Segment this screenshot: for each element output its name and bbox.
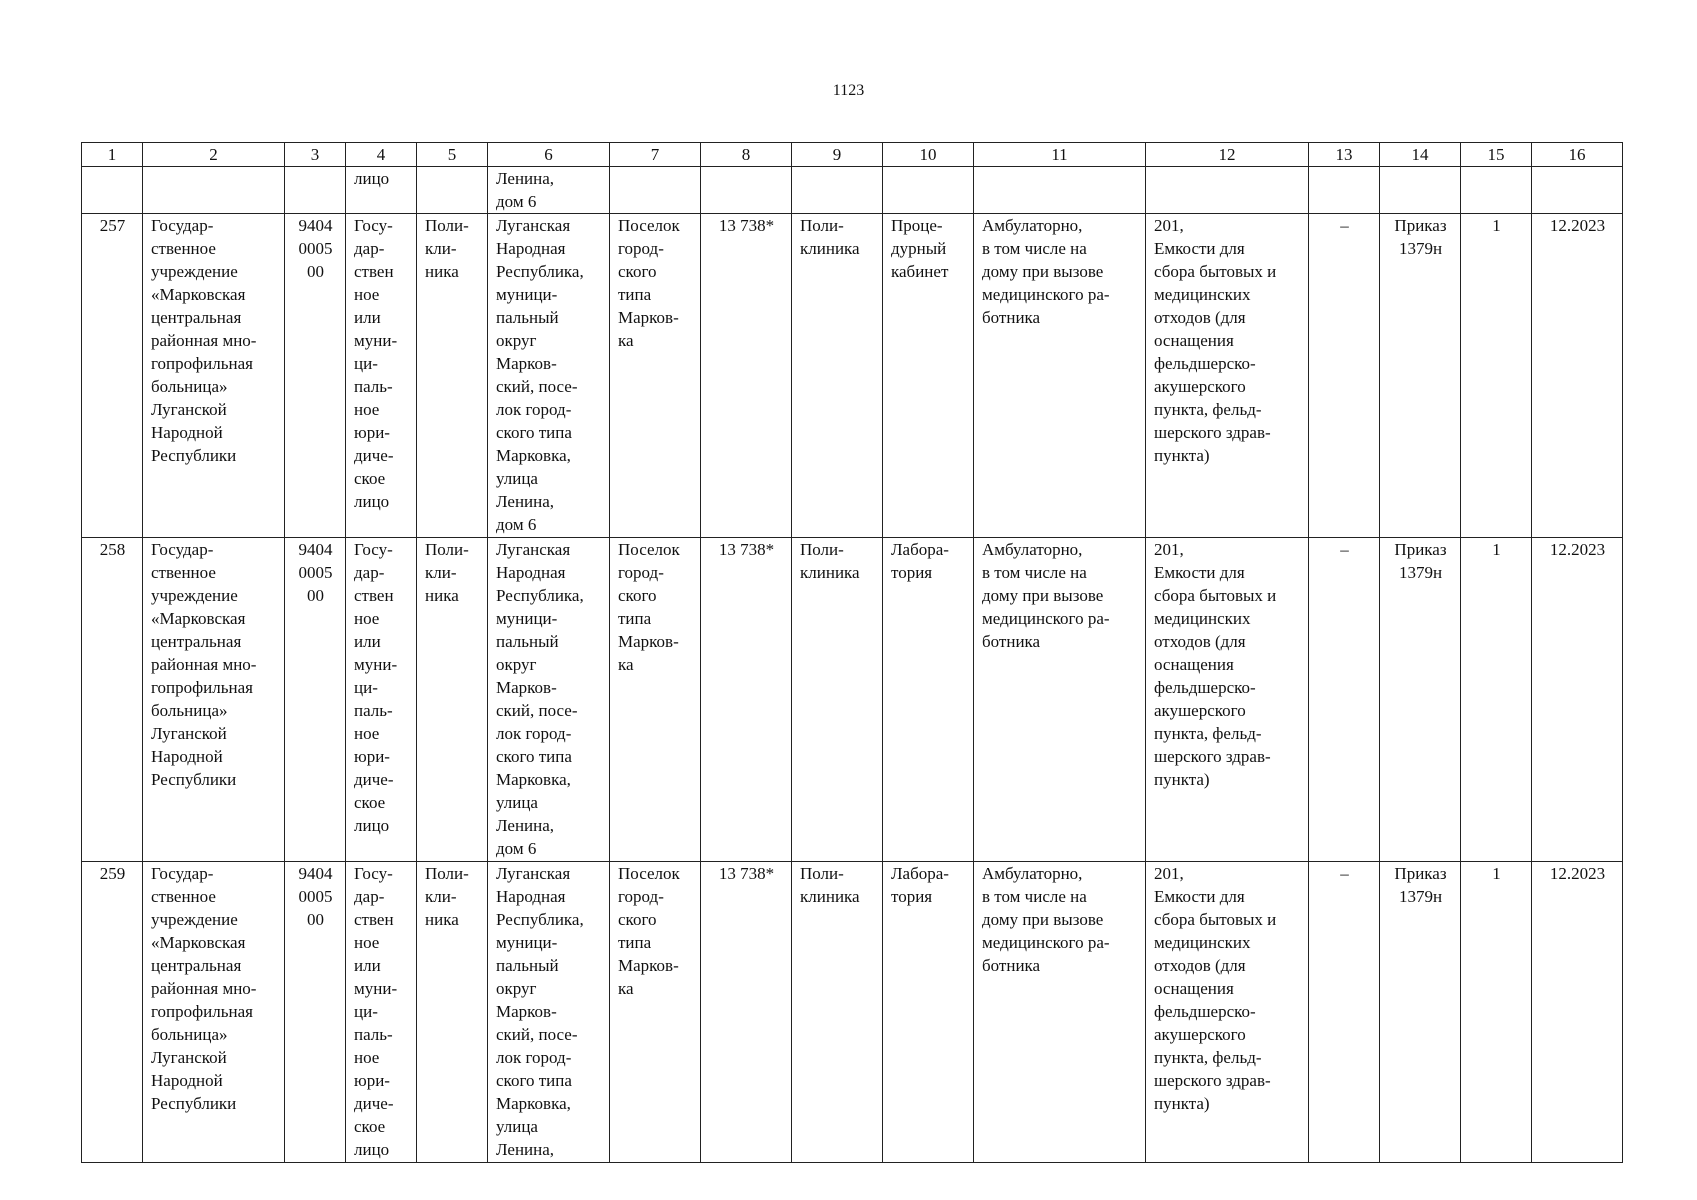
settlement: Поселок город- ского типа Марков- ка (610, 214, 701, 538)
column-number: 6 (488, 143, 610, 167)
room: Лабора- тория (883, 862, 974, 1163)
column-number: 13 (1309, 143, 1380, 167)
equipment: 201, Емкости для сбора бытовых и медицинских отходов (для оснащения фельдшерско- акушерского пункта, фельд- шерского здрав- пункта) (1146, 862, 1309, 1163)
facility-type: Поли- кли- ника (417, 862, 488, 1163)
quantity: 1 (1461, 862, 1532, 1163)
row-number: 257 (82, 214, 143, 538)
row-number: 258 (82, 538, 143, 862)
column-number: 16 (1532, 143, 1623, 167)
table-cell (285, 167, 346, 214)
table-cell (417, 167, 488, 214)
table-row (82, 538, 1623, 862)
organization-code: 9404 0005 00 (285, 214, 346, 538)
organization-code: 9404 0005 00 (285, 538, 346, 862)
table-cell (610, 167, 701, 214)
column-number: 15 (1461, 143, 1532, 167)
organization-name: Государ- ственное учреждение «Марковская центральная районная мно- гопрофильная больница» Луганской Народной Республики (143, 862, 285, 1163)
table-cell (792, 167, 883, 214)
care-conditions: Амбулаторно, в том числе на дому при вызове медицинского ра- ботника (974, 214, 1146, 538)
table-cell (1146, 167, 1309, 214)
subdivision: Поли- клиника (792, 862, 883, 1163)
table-cell: Ленина, дом 6 (488, 167, 610, 214)
column-number-row (82, 143, 1623, 167)
care-conditions: Амбулаторно, в том числе на дому при вызове медицинского ра- ботника (974, 862, 1146, 1163)
quantity: 1 (1461, 214, 1532, 538)
column-number: 8 (701, 143, 792, 167)
table-cell (1309, 167, 1380, 214)
table-cell: лицо (346, 167, 417, 214)
address: Луганская Народная Республика, муници- пальный округ Марков- ский, посе- лок город- ского типа Марковка, улица Ленина, дом 6 (488, 214, 610, 538)
address: Луганская Народная Республика, муници- пальный округ Марков- ский, посе- лок город- ского типа Марковка, улица Ленина, (488, 862, 610, 1163)
registry-table (81, 142, 1623, 1163)
date: 12.2023 (1532, 538, 1623, 862)
room: Проце- дурный кабинет (883, 214, 974, 538)
table-cell (974, 167, 1146, 214)
equipment: 201, Емкости для сбора бытовых и медицинских отходов (для оснащения фельдшерско- акушерского пункта, фельд- шерского здрав- пункта) (1146, 538, 1309, 862)
care-conditions: Амбулаторно, в том числе на дому при вызове медицинского ра- ботника (974, 538, 1146, 862)
order-reference: Приказ 1379н (1380, 214, 1461, 538)
date: 12.2023 (1532, 214, 1623, 538)
dash-cell: – (1309, 862, 1380, 1163)
settlement: Поселок город- ского типа Марков- ка (610, 538, 701, 862)
table-cell (1532, 167, 1623, 214)
facility-type: Поли- кли- ника (417, 214, 488, 538)
organization-name: Государ- ственное учреждение «Марковская центральная районная мно- гопрофильная больница» Луганской Народной Республики (143, 538, 285, 862)
dash-cell: – (1309, 538, 1380, 862)
equipment: 201, Емкости для сбора бытовых и медицинских отходов (для оснащения фельдшерско- акушерского пункта, фельд- шерского здрав- пункта) (1146, 214, 1309, 538)
subdivision: Поли- клиника (792, 538, 883, 862)
table-cell (143, 167, 285, 214)
column-number: 2 (143, 143, 285, 167)
column-number: 14 (1380, 143, 1461, 167)
legal-form: Госу- дар- ствен ное или муни- ци- паль- ное юри- диче- ское лицо (346, 214, 417, 538)
page-number: 1123 (832, 82, 865, 99)
organization-name: Государ- ственное учреждение «Марковская центральная районная мно- гопрофильная больница» Луганской Народной Республики (143, 214, 285, 538)
column-number: 3 (285, 143, 346, 167)
organization-code: 9404 0005 00 (285, 862, 346, 1163)
column-number: 1 (82, 143, 143, 167)
date: 12.2023 (1532, 862, 1623, 1163)
row-number: 259 (82, 862, 143, 1163)
column-number: 10 (883, 143, 974, 167)
dash-cell: – (1309, 214, 1380, 538)
column-number: 9 (792, 143, 883, 167)
column-number: 12 (1146, 143, 1309, 167)
population: 13 738* (701, 538, 792, 862)
settlement: Поселок город- ского типа Марков- ка (610, 862, 701, 1163)
quantity: 1 (1461, 538, 1532, 862)
room: Лабора- тория (883, 538, 974, 862)
order-reference: Приказ 1379н (1380, 538, 1461, 862)
address: Луганская Народная Республика, муници- пальный округ Марков- ский, посе- лок город- ского типа Марковка, улица Ленина, дом 6 (488, 538, 610, 862)
subdivision: Поли- клиника (792, 214, 883, 538)
table-row (82, 214, 1623, 538)
column-number: 4 (346, 143, 417, 167)
table-cell (1380, 167, 1461, 214)
table-row (82, 862, 1623, 1163)
legal-form: Госу- дар- ствен ное или муни- ци- паль- ное юри- диче- ское лицо (346, 538, 417, 862)
legal-form: Госу- дар- ствен ное или муни- ци- паль- ное юри- диче- ское лицо (346, 862, 417, 1163)
order-reference: Приказ 1379н (1380, 862, 1461, 1163)
table-cell (883, 167, 974, 214)
table-cell (701, 167, 792, 214)
population: 13 738* (701, 214, 792, 538)
table-cell (82, 167, 143, 214)
continuation-row (82, 167, 1623, 214)
column-number: 11 (974, 143, 1146, 167)
population: 13 738* (701, 862, 792, 1163)
column-number: 7 (610, 143, 701, 167)
table-cell (1461, 167, 1532, 214)
facility-type: Поли- кли- ника (417, 538, 488, 862)
column-number: 5 (417, 143, 488, 167)
